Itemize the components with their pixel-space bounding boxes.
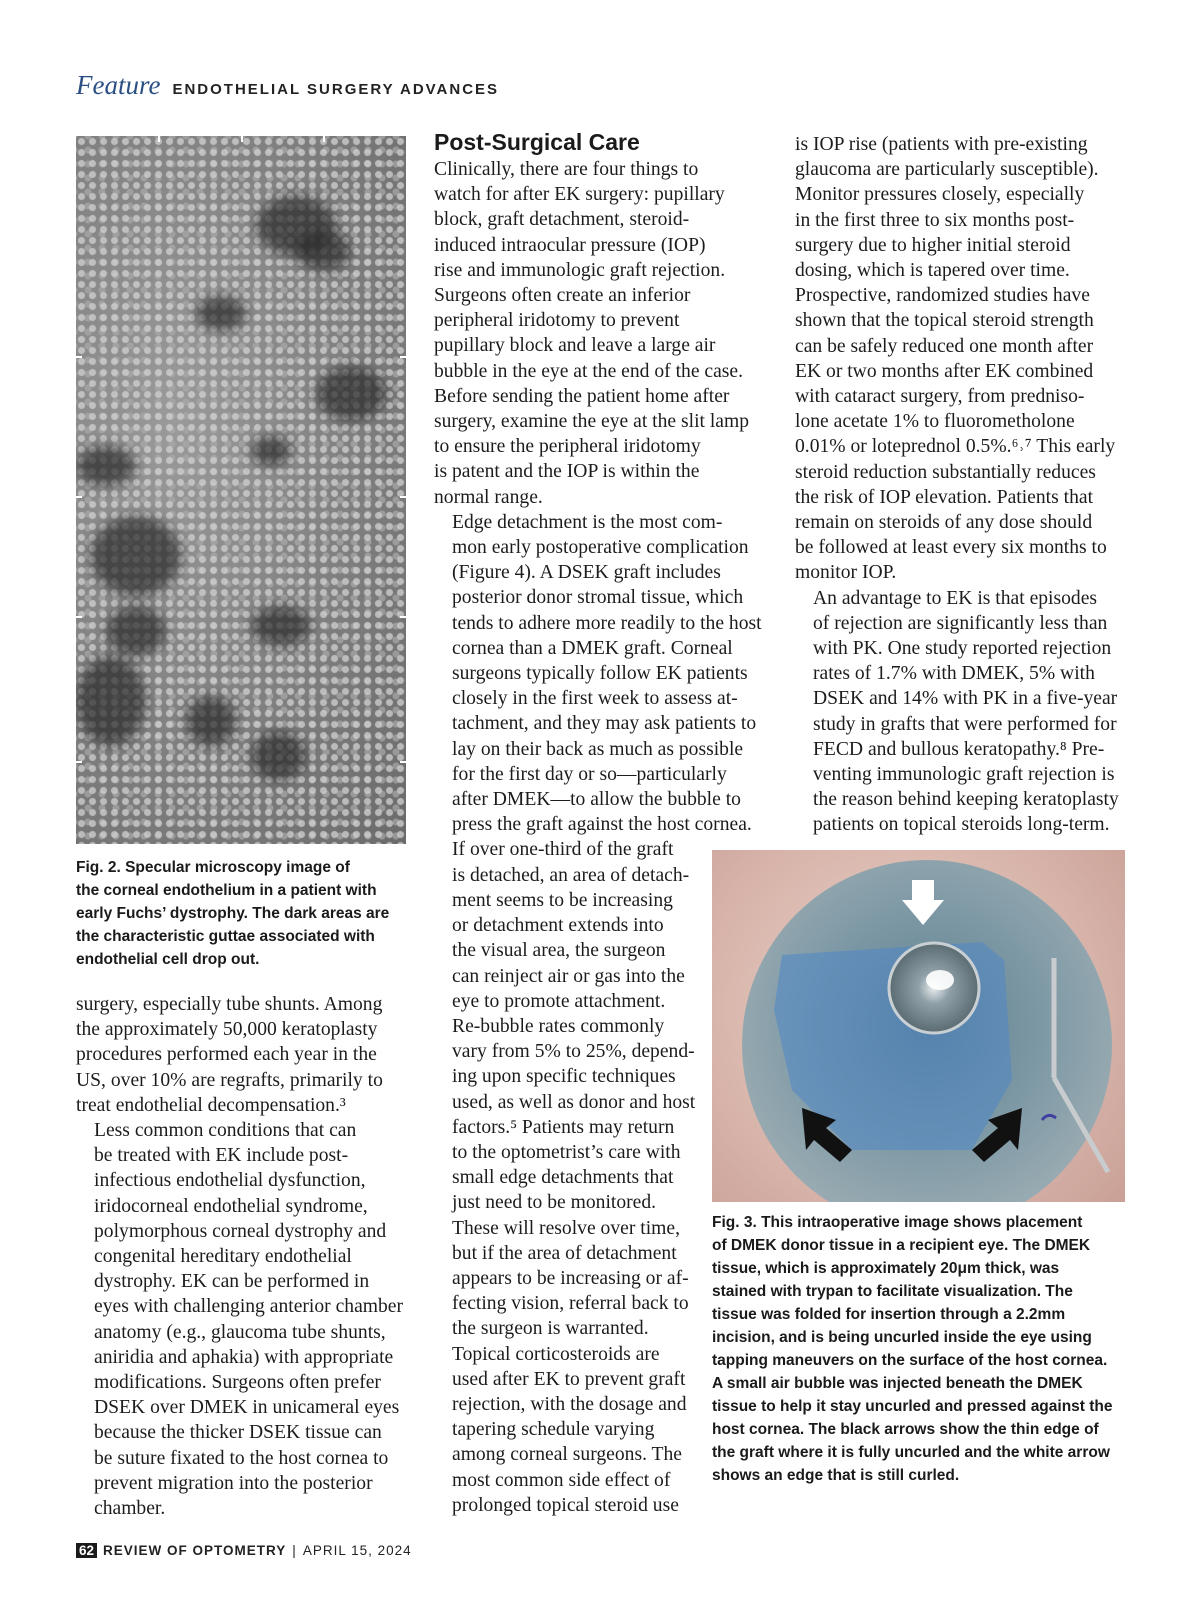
text-line: Surgeons often create an inferior (434, 285, 691, 307)
text-line: ing upon specific techniques (452, 1066, 676, 1088)
text-line: factors.⁵ Patients may return (452, 1116, 675, 1138)
text-line: tapping maneuvers on the surface of the host cornea. (712, 1352, 1108, 1369)
text-line: early Fuchs’ dystrophy. The dark areas are (76, 905, 390, 922)
text-line: mon early postoperative complication (452, 537, 749, 559)
text-line: Clinically, there are four things to (434, 159, 699, 180)
footer-separator: | (292, 1542, 297, 1558)
text-line: can reinject air or gas into the (452, 965, 685, 987)
text-line: steroid reduction substantially reduces (795, 461, 1096, 483)
page-footer (76, 1540, 412, 1560)
text-line: 0.01% or loteprednol 0.5%.⁶˒⁷ This early (795, 436, 1116, 458)
text-line: shown that the topical steroid strength (795, 310, 1094, 332)
text-line: with cataract surgery, from predniso- (795, 386, 1085, 408)
text-line: Before sending the patient home after (434, 385, 730, 407)
text-line: the corneal endothelium in a patient with (76, 882, 377, 899)
text-line: with PK. One study reported rejection (813, 638, 1112, 660)
text-line: Prospective, randomized studies have (795, 285, 1090, 307)
text-line: venting immunologic graft rejection is (813, 764, 1115, 786)
text-line: Fig. 3. This intraoperative image shows placement (712, 1214, 1083, 1231)
page-number: 62 (76, 1543, 97, 1558)
text-line: fecting vision, referral back to (452, 1293, 689, 1315)
text-line: surgery, examine the eye at the slit lamp (434, 411, 750, 433)
text-line: dosing, which is tapered over time. (795, 260, 1070, 282)
section-title: ENDOTHELIAL SURGERY ADVANCES (172, 81, 500, 98)
text-line: just need to be monitored. (452, 1192, 657, 1214)
page-header (76, 70, 499, 106)
text-line: Less common conditions that can (94, 1120, 357, 1142)
text-line: infectious endothelial dysfunction, (94, 1170, 366, 1192)
text-line: pupillary block and leave a large air (434, 335, 716, 357)
text-line: An advantage to EK is that episodes (813, 587, 1098, 609)
paragraph (76, 1118, 406, 1521)
text-line: shows an edge that is still curled. (712, 1467, 960, 1484)
text-line: (Figure 4). A DSEK graft includes (452, 562, 721, 584)
text-line: of rejection are significantly less than (813, 612, 1108, 634)
text-line: be treated with EK include post- (94, 1145, 349, 1167)
text-line: treat endothelial decompensation.³ (76, 1094, 346, 1116)
text-line: rejection, with the dosage and (452, 1393, 687, 1415)
text-line: Monitor pressures closely, especially (795, 184, 1085, 206)
text-line: in the first three to six months post- (795, 209, 1075, 231)
column-1 (76, 992, 406, 1521)
text-line: induced intraocular pressure (IOP) (434, 234, 706, 256)
text-line: but if the area of detachment (452, 1242, 677, 1264)
text-line: tissue, which is approximately 20μm thick, was (712, 1260, 1060, 1277)
text-line: is IOP rise (patients with pre-existing (795, 134, 1088, 155)
text-line: host cornea. The black arrows show the thin edge of (712, 1421, 1099, 1438)
text-line: small edge detachments that (452, 1167, 674, 1189)
paragraph (795, 132, 1125, 586)
text-line: is detached, an area of detach- (452, 864, 690, 886)
text-line: normal range. (434, 486, 543, 508)
text-line: eye to promote attachment. (452, 990, 666, 1012)
text-line: rise and immunologic graft rejection. (434, 259, 726, 281)
text-line: posterior donor stromal tissue, which (452, 587, 744, 609)
text-line: Edge detachment is the most com- (452, 511, 723, 533)
text-line: the characteristic guttae associated with (76, 928, 375, 945)
text-line: to the optometrist’s care with (452, 1141, 681, 1163)
text-line: procedures performed each year in the (76, 1044, 377, 1066)
text-line: incision, and is being uncurled inside the eye using (712, 1329, 1092, 1346)
text-line: surgeons typically follow EK patients (452, 663, 748, 685)
text-line: peripheral iridotomy to prevent (434, 310, 680, 332)
text-line: remain on steroids of any dose should (795, 512, 1093, 534)
text-line: prolonged topical steroid use (452, 1494, 679, 1516)
text-line: block, graft detachment, steroid- (434, 209, 690, 231)
text-line: Fig. 2. Specular microscopy image of (76, 859, 350, 876)
text-line: lay on their back as much as possible (452, 738, 744, 760)
paragraph (76, 992, 406, 1118)
text-line: polymorphous corneal dystrophy and (94, 1220, 387, 1242)
text-line: tends to adhere more readily to the host (452, 612, 762, 634)
text-line: patients on topical steroids long-term. (813, 814, 1110, 836)
text-line: tapering schedule varying (452, 1419, 655, 1441)
text-line: for the first day or so—particularly (452, 763, 727, 785)
fig3-eye-illustration (712, 850, 1125, 1202)
text-line: surgery, especially tube shunts. Among (76, 994, 383, 1015)
text-line: appears to be increasing or af- (452, 1267, 689, 1289)
text-line: congenital hereditary endothelial (94, 1246, 352, 1268)
text-line: monitor IOP. (795, 562, 897, 584)
text-line: the risk of IOP elevation. Patients that (795, 486, 1094, 508)
text-line: endothelial cell drop out. (76, 951, 260, 968)
text-line: If over one-third of the graft (452, 839, 674, 861)
text-line: iridocorneal endothelial syndrome, (94, 1195, 368, 1217)
text-line: closely in the first week to assess at- (452, 688, 738, 710)
text-line: or detachment extends into (452, 915, 664, 937)
text-line: tissue was folded for insertion through a 2.2mm (712, 1306, 1066, 1323)
text-line: prevent migration into the posterior (94, 1472, 373, 1494)
text-line: A small air bubble was injected beneath the DMEK (712, 1375, 1083, 1392)
text-line: is patent and the IOP is within the (434, 461, 700, 483)
text-line: DSEK over DMEK in unicameral eyes (94, 1397, 400, 1419)
text-line: used after EK to prevent graft (452, 1368, 686, 1390)
column-3 (795, 132, 1125, 838)
text-line: study in grafts that were performed for (813, 713, 1117, 735)
issue-date: APRIL 15, 2024 (302, 1542, 412, 1558)
text-line: These will resolve over time, (452, 1217, 680, 1239)
text-line: tachment, and they may ask patients to (452, 713, 757, 735)
text-line: vary from 5% to 25%, depend- (452, 1041, 695, 1063)
text-line: bubble in the eye at the end of the case. (434, 360, 744, 382)
text-line: the surgeon is warranted. (452, 1318, 649, 1340)
text-line: cornea than a DMEK graft. Corneal (452, 637, 733, 659)
text-line: because the thicker DSEK tissue can (94, 1422, 382, 1444)
text-line: among corneal surgeons. The (452, 1444, 682, 1466)
text-line: lone acetate 1% to fluorometholone (795, 411, 1075, 433)
fig3-intraoperative-image (712, 850, 1125, 1202)
text-line: of DMEK donor tissue in a recipient eye. The DMEK (712, 1237, 1091, 1254)
subheading-post-surgical-care: Post-Surgical Care (434, 129, 640, 155)
section-label: Feature (76, 70, 161, 100)
text-line: US, over 10% are regrafts, primarily to (76, 1069, 383, 1091)
paragraph (434, 157, 774, 510)
text-line: to ensure the peripheral iridotomy (434, 436, 701, 458)
text-line: Re-bubble rates commonly (452, 1015, 665, 1037)
text-line: FECD and bullous keratopathy.⁸ Pre- (813, 738, 1105, 760)
text-line: ment seems to be increasing (452, 889, 673, 911)
fig3-caption (712, 1211, 1125, 1487)
text-line: the visual area, the surgeon (452, 940, 666, 962)
text-line: anatomy (e.g., glaucoma tube shunts, (94, 1321, 386, 1343)
paragraph (795, 586, 1125, 838)
text-line: the reason behind keeping keratoplasty (813, 789, 1119, 811)
text-line: used, as well as donor and host (452, 1091, 696, 1113)
text-line: the graft where it is fully uncurled and the white arrow (712, 1444, 1110, 1461)
text-line: can be safely reduced one month after (795, 335, 1094, 357)
fig2-specular-image (76, 136, 406, 844)
text-line: eyes with challenging anterior chamber (94, 1296, 404, 1318)
fig2-caption (76, 856, 406, 971)
text-line: glaucoma are particularly susceptible). (795, 159, 1099, 181)
text-line: be suture fixated to the host cornea to (94, 1447, 389, 1469)
text-line: after DMEK—to allow the bubble to (452, 789, 741, 811)
text-line: most common side effect of (452, 1469, 671, 1491)
text-line: tissue to help it stay uncurled and pressed against the (712, 1398, 1113, 1415)
text-line: stained with trypan to facilitate visualization. The (712, 1283, 1073, 1300)
text-line: rates of 1.7% with DMEK, 5% with (813, 663, 1095, 685)
magazine-name: REVIEW OF OPTOMETRY (103, 1542, 287, 1558)
text-line: aniridia and aphakia) with appropriate (94, 1346, 394, 1368)
text-line: modifications. Surgeons often prefer (94, 1372, 381, 1394)
text-line: Topical corticosteroids are (452, 1343, 660, 1365)
text-line: dystrophy. EK can be performed in (94, 1271, 370, 1293)
text-line: the approximately 50,000 keratoplasty (76, 1019, 378, 1041)
text-line: watch for after EK surgery: pupillary (434, 184, 725, 206)
paragraph (434, 510, 774, 838)
text-line: DSEK and 14% with PK in a five-year (813, 688, 1118, 710)
text-line: surgery due to higher initial steroid (795, 234, 1071, 256)
text-line: EK or two months after EK combined (795, 360, 1094, 382)
text-line: press the graft against the host cornea. (452, 814, 752, 836)
text-line: chamber. (94, 1498, 166, 1520)
text-line: be followed at least every six months to (795, 537, 1107, 559)
